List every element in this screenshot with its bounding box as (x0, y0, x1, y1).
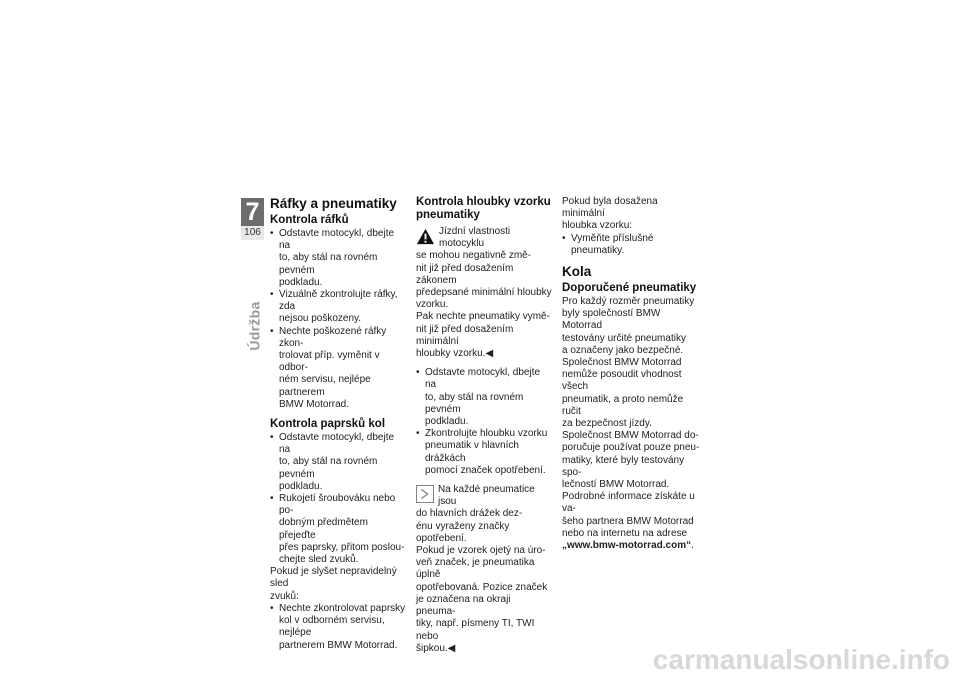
text-line: vzorku. (416, 299, 449, 311)
heading-line: Kontrola hloubky vzorku (416, 196, 551, 208)
text-line: za bezpečnost jízdy. (562, 418, 652, 430)
text-line: • Vyměňte příslušné pneumatiky. (571, 232, 654, 256)
text-line: nejsou poškozeny. (279, 313, 362, 325)
text-line: partnerem BMW Motorrad. (279, 639, 398, 651)
text-line: Pokud byla dosažena minimální (562, 196, 658, 220)
heading-tread-depth (416, 196, 552, 222)
heading-wheels: Kola (562, 264, 592, 280)
text-line: pneumatik, a proto nemůže ručit (562, 393, 684, 417)
text-line: zvuků: (270, 590, 299, 602)
text-line: Pokud je slyšet nepravidelný sled (270, 566, 397, 590)
text-line: veň značek, je pneumatika úplně (416, 557, 535, 581)
text-line: Pak nechte pneumatiky vymě- (416, 311, 550, 323)
text-line: Pro každý rozměr pneumatiky (562, 296, 695, 308)
text-line: nebo na internetu na adrese (562, 527, 688, 539)
text-line: je označena na okraji pneuma- (416, 593, 511, 618)
watermark: carmanualsonline.info (652, 644, 950, 675)
list-item (270, 603, 406, 652)
heading-recommended-tyres: Doporučené pneumatiky (562, 282, 697, 295)
text-line: lečností BMW Motorrad. (562, 479, 670, 491)
text-line: • Odstavte motocykl, dbejte na (425, 367, 541, 391)
text-line: matiky, které byly testovány spo- (562, 454, 685, 478)
text-line: trolovat příp. vyměnit v odbor- (279, 350, 380, 374)
text-line: • Rukojetí šroubováku nebo po- (279, 493, 396, 517)
text-line: BMW Motorrad. (279, 398, 350, 410)
text-line: • Vizuálně zkontrolujte ráfky, zda (279, 289, 398, 313)
text-line: do hlavních drážek dez- (416, 508, 523, 520)
heading-line: pneumatiky (416, 209, 480, 221)
text-punct: . (691, 540, 694, 552)
text-line: pomocí značek opotřebení. (425, 464, 546, 476)
text-line: • Odstavte motocykl, dbejte na (279, 432, 395, 456)
list-item (416, 428, 552, 477)
text-line: nemůže posoudit vhodnost všech (562, 369, 682, 393)
text-line: přes paprsky, přitom poslou- (279, 541, 405, 553)
text-line: • Odstavte motocykl, dbejte na (279, 228, 395, 252)
text-line: chejte sled zvuků. (279, 554, 359, 566)
text-line: énu vyraženy značky opotřebení. (416, 520, 510, 544)
text-line: šeho partnera BMW Motorrad (562, 515, 694, 527)
list-item (270, 228, 406, 289)
text-line: • Zkontrolujte hloubku vzorku (425, 428, 548, 440)
text-line: opotřebovaná. Pozice značek (416, 581, 548, 593)
text-line: a označeny jako bezpečné. (562, 344, 684, 356)
text-line: • Nechte zkontrolovat paprsky (279, 602, 406, 614)
text-line: poručuje používat pouze pneu- (562, 442, 700, 454)
text-line: hloubky vzorku.◀ (416, 348, 494, 360)
list-item (270, 493, 406, 566)
paragraph (562, 296, 700, 552)
text-line: to, aby stál na rovném pevném (279, 456, 378, 480)
column-1 (270, 196, 406, 652)
text-line: testovány určité pneumatiky (562, 332, 686, 344)
text-line: tiky, např. písmeny TI, TWI nebo (416, 618, 535, 642)
list-item (562, 233, 700, 257)
list-item (270, 432, 406, 493)
section-label-text: Údržba (246, 301, 263, 351)
text-line: podkladu. (279, 480, 323, 492)
note-icon (416, 485, 434, 503)
heading-spokes-check: Kontrola paprsků kol (270, 418, 386, 431)
text-line: byly společností BMW Motorrad (562, 308, 661, 332)
page-title: Ráfky a pneumatiky (270, 196, 397, 211)
text-line: podkladu. (279, 276, 323, 288)
chapter-number: 7 (245, 198, 260, 226)
text-line: to, aby stál na rovném pevném (425, 391, 524, 415)
text-line: šipkou.◀ (416, 642, 456, 654)
text-line: nit již před dosažením minimální (416, 323, 514, 347)
text-line: dobným předmětem přejeďte (279, 517, 368, 541)
paragraph (562, 196, 700, 233)
text-line: Jízdní vlastnosti motocyklu (439, 226, 511, 250)
heading-rims-check: Kontrola ráfků (270, 214, 349, 226)
text-line: předepsané minimální hloubky (416, 287, 552, 299)
text-line: Podrobné informace získáte u va- (562, 491, 695, 515)
text-line: • Nechte poškozené ráfky zkon- (279, 325, 387, 349)
website-link[interactable]: „www.bmw-motorrad.com“ (562, 540, 692, 552)
paragraph (270, 566, 406, 603)
text-line: podkladu. (425, 416, 469, 428)
text-line: Společnost BMW Motorrad (562, 357, 682, 369)
page-number: 106 (241, 226, 264, 240)
list-item (270, 289, 406, 326)
text-line: to, aby stál na rovném pevném (279, 252, 378, 276)
warning-block (416, 226, 552, 360)
list-item (416, 367, 552, 428)
text-line: se mohou negativně změ- (416, 250, 532, 262)
list-item (270, 326, 406, 411)
text-line: hloubka vzorku: (562, 220, 633, 232)
note-block (416, 484, 552, 655)
section-label (238, 301, 268, 351)
text-line: Pokud je vzorek ojetý na úro- (416, 545, 546, 557)
text-line: Společnost BMW Motorrad do- (562, 430, 699, 442)
column-3 (562, 196, 700, 552)
text-line: pneumatik v hlavních drážkách (425, 440, 519, 464)
text-line: ném servisu, nejlépe partnerem (279, 374, 371, 398)
text-line: kol v odborném servisu, nejlépe (279, 615, 385, 639)
column-2 (416, 196, 552, 655)
warning-icon (416, 227, 435, 246)
text-line: nit již před dosažením zákonem (416, 262, 514, 286)
text-line: Na každé pneumatice jsou (438, 484, 535, 508)
